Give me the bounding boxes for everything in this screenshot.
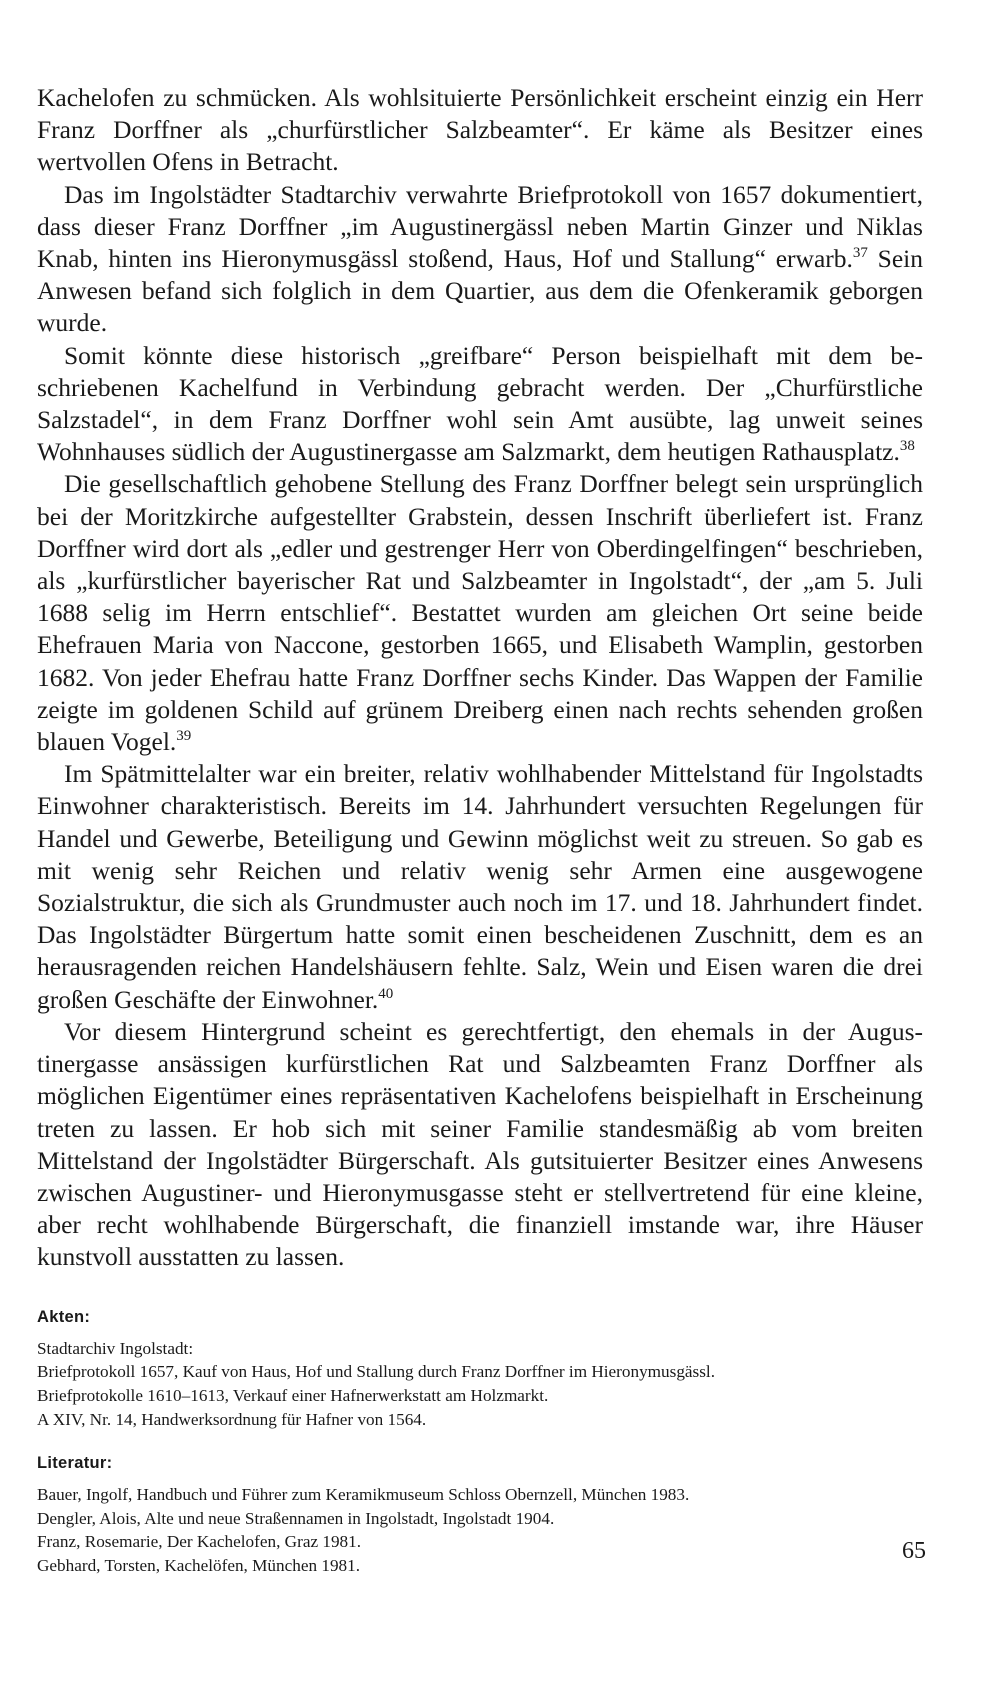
reference-item: Briefprotokoll 1657, Kauf von Haus, Hof und Stallung durch Franz Dorffner im Hieronymusgässl. <box>37 1362 715 1382</box>
footnote-ref: 38 <box>899 438 915 455</box>
reference-list <box>37 1483 923 1578</box>
paragraph <box>37 82 923 179</box>
reference-item: Briefprotokolle 1610–1613, Verkauf einer Hafnerwerkstatt am Holzmarkt. <box>37 1386 549 1406</box>
reference-item: A XIV, Nr. 14, Handwerksordnung für Hafner von 1564. <box>37 1409 427 1429</box>
reference-section <box>37 1308 923 1432</box>
text-segment: Das im Ingolstädter Stadtarchiv verwahrte Briefprotokoll von 1657 dokumentiert, dass dieser Franz Dorffner „im Augustinergässl neben Martin Ginzer und Niklas Knab, hinten ins Hieronymusgässl stoßend, Haus, Hof und Stallung“ erwarb. <box>37 179 923 274</box>
reference-item: Bauer, Ingolf, Handbuch und Führer zum Keramikmuseum Schloss Obernzell, München 1983. <box>37 1484 690 1504</box>
paragraph <box>37 340 923 469</box>
paragraph <box>37 1016 923 1274</box>
text-segment: Vor diesem Hintergrund scheint es gerechtfertigt, den ehemals in der Augustinergasse ansässigen kurfürstlichen Rat und Salzbeamten Franz Dorffner als möglichen Eigentümer eines repräsentativen Kachelofens beispielhaft in Erscheinung treten zu lassen. Er hob sich mit seiner Familie standesmäßig ab vom breiten Mittelstand der Ingolstädter Bürgerschaft. Als gutsituierter Besitzer eines Anwesens zwischen Augustiner- und Hieronymusgasse steht er stellvertretend für eine kleine, aber recht wohlhabende Bürgerschaft, die finanziell imstande war, ihre Häuser kunstvoll ausstatten zu lassen. <box>37 1016 923 1272</box>
footnote-ref: 40 <box>378 985 394 1002</box>
paragraph <box>37 179 923 340</box>
text-segment: Somit könnte diese historisch „greifbare“ Person beispielhaft mit dem beschriebenen Kachelfund in Verbindung gebracht werden. Der „Churfürstliche Salzstadel“, in dem Franz Dorffner wohl sein Amt ausübte, lag unweit seines Wohnhauses südlich der Augustinergasse am Salzmarkt, dem heutigen Rathausplatz. <box>37 340 923 467</box>
page-number: 65 <box>902 1538 926 1564</box>
text-segment: Kachelofen zu schmücken. Als wohlsituierte Persönlichkeit erscheint einzig ein Herr Franz Dorffner als „churfürstlicher Salzbeamter“. Er käme als Besitzer eines wertvollen Ofens in Betracht. <box>37 83 923 177</box>
text-segment: Die gesellschaftlich gehobene Stellung des Franz Dorffner belegt sein ursprünglich bei der Moritzkirche aufgestellter Grabstein, dessen Inschrift überliefert ist. Franz Dorffner wird dort als „edler und gestrenger Herr von Oberdingelfingen“ beschrieben, als „kurfürstlicher bayerischer Rat und Salzbeamter in Ingolstadt“, der „am 5. Juli 1688 selig im Herrn entschlief“. Bestattet wurden am gleichen Ort seine beide Ehefrauen Maria von Naccone, gestorben 1665, und Elisabeth Wamplin, gestorben 1682. Von jeder Ehefrau hatte Franz Dorffner sechs Kinder. Das Wappen der Familie zeigte im goldenen Schild auf grünem Dreiberg einen nach rechts sehenden großen blauen Vogel. <box>37 469 923 757</box>
reference-list <box>37 1337 923 1432</box>
paragraph <box>37 468 923 758</box>
reference-item: Gebhard, Torsten, Kachelöfen, München 1981. <box>37 1556 361 1576</box>
reference-item: Stadtarchiv Ingolstadt: <box>37 1338 194 1358</box>
page <box>37 82 923 1600</box>
reference-item: Franz, Rosemarie, Der Kachelofen, Graz 1981. <box>37 1532 362 1552</box>
references <box>37 1308 923 1578</box>
text-segment: Im Spätmittelalter war ein breiter, relativ wohlhabender Mittelstand für Ingolstadts Einwohner charakteristisch. Bereits im 14. Jahrhundert versuchten Regelungen für Handel und Gewerbe, Beteiligung und Gewinn möglichst weit zu streuen. So gab es mit wenig sehr Reichen und relativ wenig sehr Armen eine ausgewogene Sozialstruktur, die sich als Grundmuster auch noch im 17. und 18. Jahrhundert findet. Das Ingolstädter Bürgertum hatte somit einen bescheidenen Zuschnitt, dem es an herausragenden reichen Handelshäusern fehlte. Salz, Wein und Eisen waren die drei großen Geschäfte der Einwohner. <box>37 759 923 1014</box>
paragraph <box>37 758 923 1016</box>
reference-section <box>37 1454 923 1578</box>
section-heading: Literatur: <box>37 1453 113 1472</box>
footnote-ref: 39 <box>176 728 192 745</box>
body-text <box>37 82 923 1274</box>
footnote-ref: 37 <box>852 245 868 262</box>
reference-item: Dengler, Alois, Alte und neue Straßennamen in Ingolstadt, Ingolstadt 1904. <box>37 1508 555 1528</box>
section-heading: Akten: <box>37 1307 91 1326</box>
text-segment: Sein Anwesen befand sich folglich in dem Quartier, aus dem die Ofenkeramik geborgen wurde. <box>37 244 924 338</box>
